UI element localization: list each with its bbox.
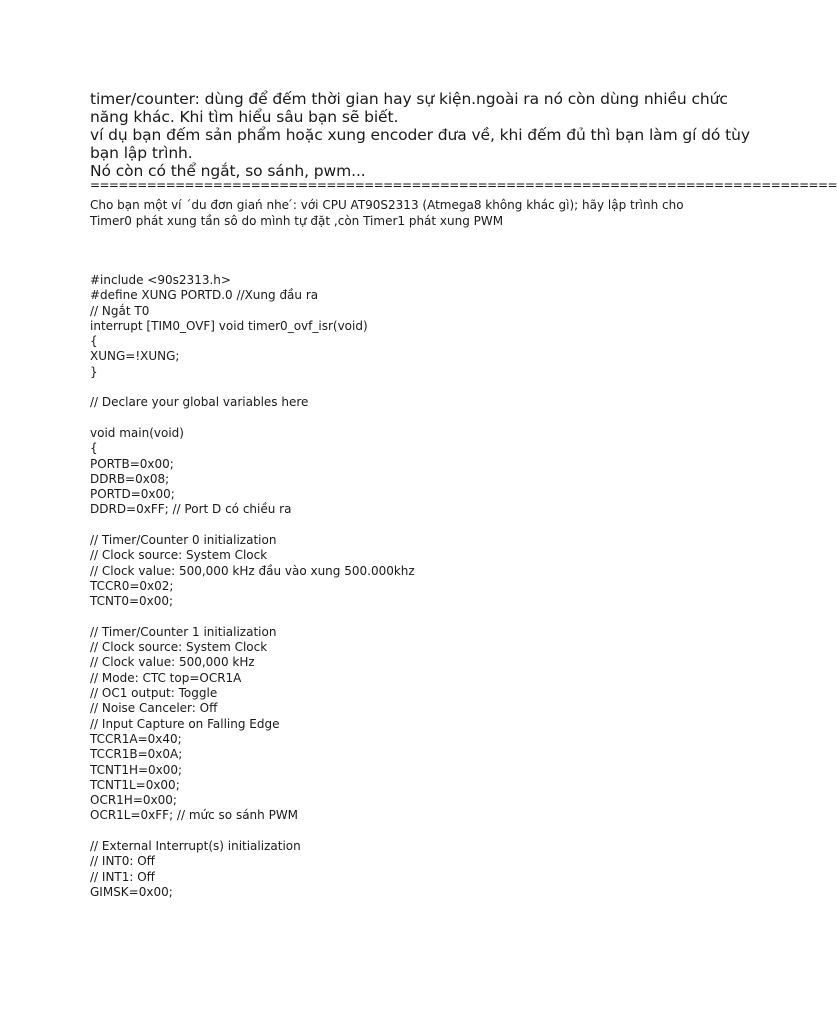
code-line (90, 518, 750, 533)
code-line: DDRB=0x08; (90, 471, 170, 486)
code-line: TCNT1H=0x00; (90, 762, 183, 777)
intro-line: Nó còn có thể ngắt, so sánh, pwm... (90, 162, 366, 180)
code-line: #define XUNG PORTD.0 //Xung đầu ra (90, 288, 319, 303)
code-line: // Timer/Counter 0 initialization (90, 533, 277, 548)
code-line: // Clock source: System Clock (90, 640, 268, 655)
code-line: TCNT0=0x00; (90, 594, 174, 609)
code-line: // External Interrupt(s) initialization (90, 838, 301, 853)
example-line: Timer0 phát xung tần sô do mình tự đặt ,còn Timer1 phát xung PWM (90, 213, 504, 228)
intro-line: timer/counter: dùng để đếm thời gian hay sự kiện.ngoài ra nó còn dùng nhiều chức (90, 90, 728, 108)
code-line: TCCR1A=0x40; (90, 731, 182, 746)
code-line: OCR1L=0xFF; // mức so sánh PWM (90, 808, 299, 823)
code-line: XUNG=!XUNG; (90, 349, 180, 364)
code-line: PORTD=0x00; (90, 487, 175, 502)
code-line (90, 610, 750, 625)
code-line: // Clock value: 500,000 kHz (90, 655, 255, 670)
code-line: } (90, 364, 98, 379)
document-page (90, 90, 837, 900)
intro-paragraph (90, 90, 750, 180)
intro-line: năng khác. Khi tìm hiểu sâu bạn sẽ biết. (90, 108, 399, 126)
code-line: // INT1: Off (90, 869, 155, 884)
code-line: // Clock source: System Clock (90, 548, 268, 563)
code-line: // Clock value: 500,000 kHz đầu vào xung 500.000khz (90, 563, 415, 578)
code-line: DDRD=0xFF; // Port D có chiều ra (90, 502, 292, 517)
intro-line: ví dụ bạn đếm sản phẩm hoặc xung encoder đưa về, khi đếm đủ thì bạn làm gí dó tùy (90, 126, 750, 144)
code-line: TCNT1L=0x00; (90, 777, 180, 792)
code-line: // Timer/Counter 1 initialization (90, 624, 277, 639)
code-line: OCR1H=0x00; (90, 793, 177, 808)
code-line: TCCR1B=0x0A; (90, 747, 183, 762)
code-line: GIMSK=0x00; (90, 884, 173, 899)
separator-line: =============================================================================== (90, 178, 837, 192)
code-line: interrupt [TIM0_OVF] void timer0_ovf_isr(void) (90, 318, 368, 333)
code-line: // Declare your global variables here (90, 395, 309, 410)
code-line: { (90, 441, 98, 456)
example-description (90, 198, 750, 229)
code-listing (90, 273, 750, 900)
code-line: void main(void) (90, 425, 184, 440)
intro-line: bạn lập trình. (90, 144, 193, 162)
code-line (90, 411, 750, 426)
code-line: // Ngắt T0 (90, 303, 150, 318)
code-line: #include <90s2313.h> (90, 273, 231, 287)
code-line: // OC1 output: Toggle (90, 686, 218, 701)
code-line: TCCR0=0x02; (90, 578, 174, 593)
example-line: Cho bạn một ví ´du đơn giań nhe ́: với CPU AT90S2313 (Atmega8 không khác gì); hãy lập trình cho (90, 198, 684, 212)
code-line: // Noise Canceler: Off (90, 701, 218, 716)
code-line: PORTB=0x00; (90, 456, 174, 471)
code-line: // Mode: CTC top=OCR1A (90, 670, 242, 685)
code-line: { (90, 334, 98, 349)
code-line: // Input Capture on Falling Edge (90, 716, 280, 731)
code-line (90, 380, 750, 395)
code-line: // INT0: Off (90, 854, 155, 869)
code-line (90, 824, 750, 839)
